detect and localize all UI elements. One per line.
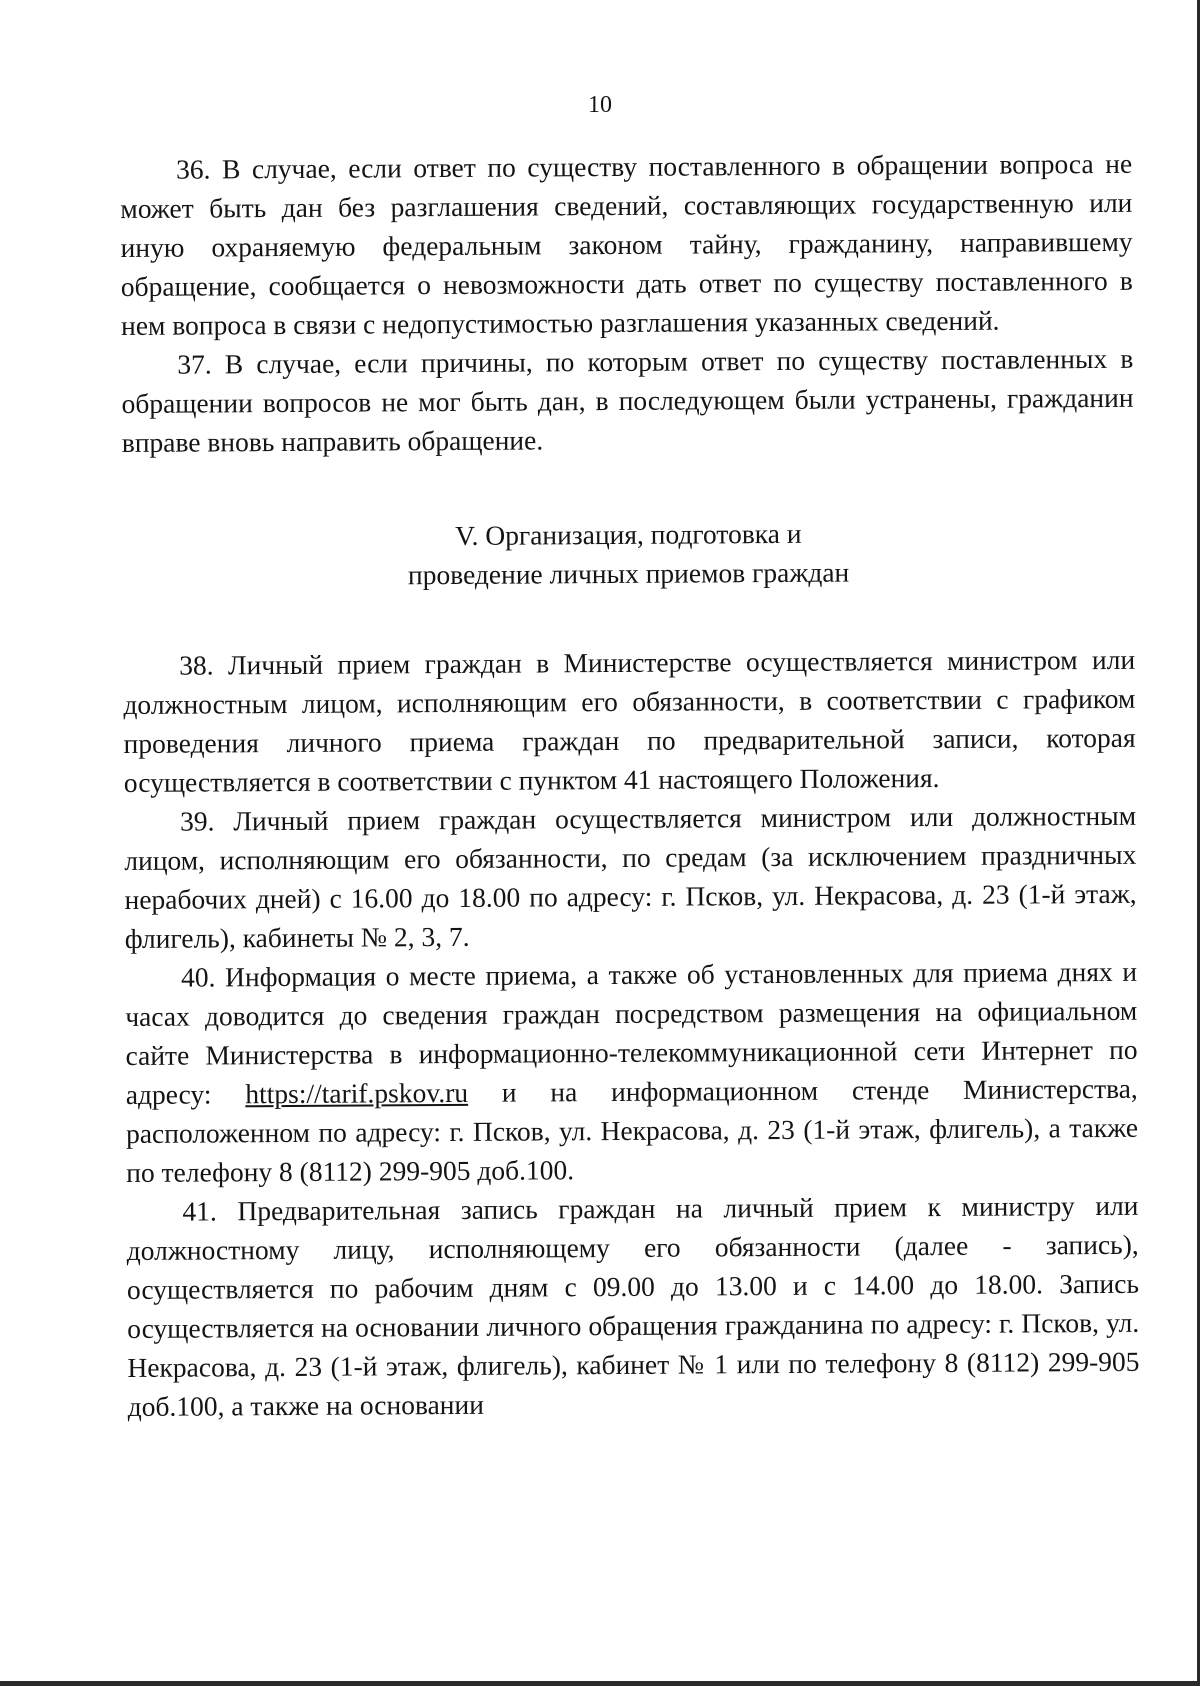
- paragraph-39: 39. Личный прием граждан осуществляется министром или должностным лицом, исполняющим его обязанности, по средам (за исключением праздничных нерабочих дней) с 16.00 до 18.00 по адресу: г. Псков, ул. Некрасова, д. 23 (1-й этаж, флигель), кабинеты № 2, 3, 7.: [124, 799, 1137, 954]
- paragraph-38: 38. Личный прием граждан в Министерстве осуществляется министром или должностным лицом, исполняющим его обязанности, в соответствии с графиком проведения личного приема граждан по предварительной записи, которая осуществляется в соответствии с пунктом 41 настоящего Положения.: [123, 643, 1136, 798]
- document-body: [120, 144, 1140, 1426]
- website-link[interactable]: https://tarif.pskov.ru: [245, 1076, 469, 1110]
- section-heading-line-2: проведение личных приемов граждан: [407, 556, 850, 591]
- section-heading: [122, 512, 1134, 596]
- paragraph-40: [125, 952, 1138, 1192]
- paragraph-37: 37. В случае, если причины, по которым ответ по существу поставленных в обращении вопросов не мог быть дан, в последующем были устранены, гражданин вправе вновь направить обращение.: [121, 342, 1134, 458]
- paragraph-41: 41. Предварительная запись граждан на личный прием к министру или должностному лицу, исполняющему его обязанности (далее - запись), осуществляется по рабочим дням с 09.00 до 13.00 и с 14.00 до 18.00. Запись осуществляется на основании личного обращения гражданина по адресу: г. Псков, ул. Некрасова, д. 23 (1-й этаж, флигель), кабинет № 1 или по телефону 8 (8112) 299-905 доб.100, а также на основании: [126, 1189, 1140, 1422]
- paragraph-40-text-end: и на информационном стенде Министерства, расположенном по адресу: г. Псков, ул. Некрасова, д. 23 (1-й этаж, флигель), а также по телефону 8 (8112) 299-905 доб.100.: [125, 1072, 1139, 1188]
- page-number: 10: [588, 92, 612, 118]
- paragraph-40-text-start: 40. Информация о месте приема, а также об установленных для приема днях и часах доводится до сведения граждан посредством размещения на официальном сайте Министерства в информационно-телекоммуникационной сети Интернет по адресу:: [125, 955, 1138, 1110]
- paragraph-36: 36. В случае, если ответ по существу поставленного в обращении вопроса не может быть дан без разглашения сведений, составляющих государственную или иную охраняемую федеральным законом тайну, гражданину, направившему обращение, сообщается о невозможности дать ответ по существу поставленного в нем вопроса в связи с недопустимостью разглашения указанных сведений.: [120, 147, 1133, 341]
- section-heading-line-1: V. Организация, подготовка и: [455, 517, 802, 551]
- scan-edge-bottom: [0, 1681, 1200, 1686]
